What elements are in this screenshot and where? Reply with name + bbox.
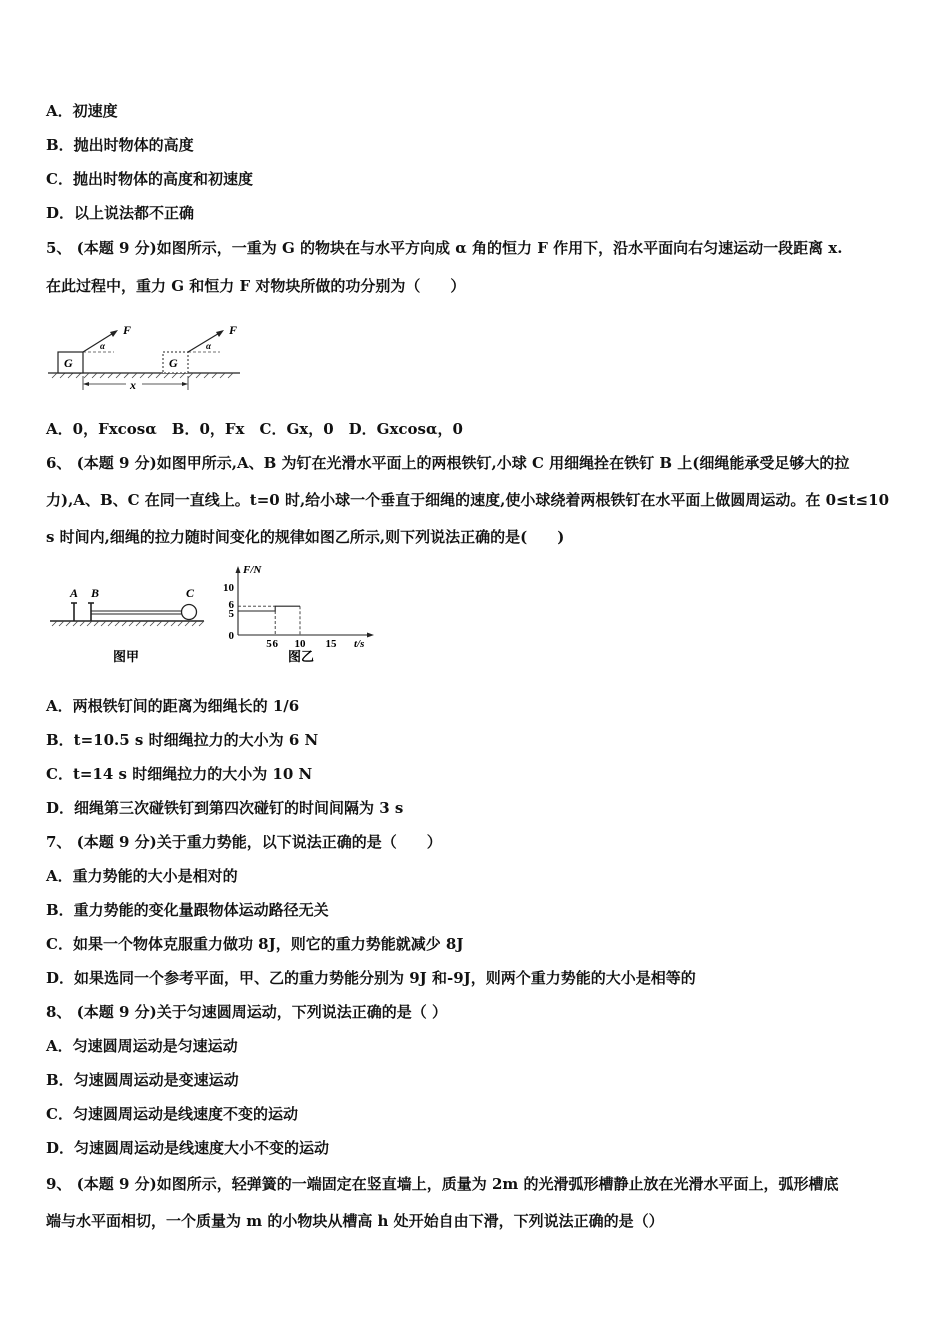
chart-y-axis-arrow	[236, 566, 241, 573]
q7-option-c: C．如果一个物体克服重力做功 8J，则它的重力势能就减少 8J	[46, 935, 464, 953]
q5-options: A．0，Fxcosα B．0，Fx C．Gx，0 D．Gxcosα，0	[46, 420, 463, 438]
q5-stem-line1: 5、 (本题 9 分)如图所示，一重为 G 的物块在与水平方向成 α 角的恒力 F 作用下，沿水平面向右匀速运动一段距离 x.	[46, 239, 843, 257]
q8-option-b: B．匀速圆周运动是变速运动	[46, 1071, 239, 1089]
q6-stem-line2: 力),A、B、C 在同一直线上。t=0 时,给小球一个垂直于细绳的速度,使小球绕着两根铁钉在水平面上做圆周运动。在 0≤t≤10	[46, 491, 890, 509]
q6-option-c: C．t=14 s 时细绳拉力的大小为 10 N	[46, 765, 313, 783]
q6-caption-jia: 图甲	[113, 649, 140, 664]
q9-stem-line1: 9、 (本题 9 分)如图所示，轻弹簧的一端固定在竖直墙上，质量为 2m 的光滑弧形槽静止放在光滑水平面上，弧形槽底	[46, 1175, 839, 1193]
q8-option-d: D．匀速圆周运动是线速度大小不变的运动	[46, 1139, 330, 1157]
q7-option-d: D．如果选同一个参考平面，甲、乙的重力势能分别为 9J 和-9J，则两个重力势能的大小是相等的	[46, 969, 696, 987]
q5-weight-label: G	[64, 356, 73, 370]
q5-angle-label-2: α	[206, 341, 211, 351]
q8-option-c: C．匀速圆周运动是线速度不变的运动	[46, 1105, 298, 1123]
chart-ytick-label: 10	[223, 582, 234, 594]
q9-stem-line2: 端与水平面相切，一个质量为 m 的小物块从槽高 h 处开始自由下滑，下列说法正确的是（）	[46, 1212, 664, 1230]
q5-weight-label-2: G	[169, 356, 178, 370]
q8-option-a: A．匀速圆周运动是匀速运动	[46, 1037, 238, 1055]
q6-label-a: A	[70, 586, 79, 600]
chart-xtick-label: 10	[294, 638, 306, 650]
chart-ytick-label: 5	[228, 608, 234, 620]
chart-ylabel: F/N	[243, 564, 262, 576]
q4-option-c: C．抛出时物体的高度和初速度	[46, 170, 253, 188]
q7-stem: 7、 (本题 9 分)关于重力势能，以下说法正确的是（ ）	[46, 833, 442, 851]
q6-figure-jia	[46, 582, 210, 668]
q6-option-d: D．细绳第三次碰铁钉到第四次碰钉的时间间隔为 3 s	[46, 799, 404, 817]
q5-force-label: F	[123, 323, 132, 337]
chart-xtick-label: 6	[272, 638, 278, 650]
q6-stem-line1: 6、 (本题 9 分)如图甲所示,A、B 为钉在光滑水平面上的两根铁钉,小球 C 用细绳拴在铁钉 B 上(细绳能承受足够大的拉	[46, 454, 850, 472]
q5-angle-label: α	[100, 341, 105, 351]
q4-option-d: D．以上说法都不正确	[46, 204, 195, 222]
chart-ytick-label: 6	[228, 599, 234, 612]
q5-distance-label: x	[130, 378, 136, 392]
q6-label-b: B	[91, 586, 100, 600]
q4-option-a: A．初速度	[46, 102, 118, 120]
q8-stem: 8、 (本题 9 分)关于匀速圆周运动，下列说法正确的是（ ）	[46, 1003, 447, 1021]
q6-stem-line3: s 时间内,细绳的拉力随时间变化的规律如图乙所示,则下列说法正确的是( )	[46, 528, 565, 546]
q6-option-b: B．t=10.5 s 时细绳拉力的大小为 6 N	[46, 731, 319, 749]
q5-figure	[44, 316, 254, 398]
q6-label-c: C	[186, 586, 195, 600]
chart-xtick-label: 5	[266, 638, 272, 650]
chart-xtick-label: 15	[325, 638, 337, 650]
chart-x-axis-arrow	[367, 633, 374, 638]
chart-xlabel: t/s	[354, 638, 365, 650]
q6-figure-yi-chart	[216, 560, 386, 670]
chart-ytick-label: 0	[228, 630, 234, 642]
q5-stem-line2: 在此过程中，重力 G 和恒力 F 对物块所做的功分别为（ ）	[46, 277, 466, 295]
q7-option-a: A．重力势能的大小是相对的	[46, 867, 238, 885]
q4-option-b: B．抛出时物体的高度	[46, 136, 194, 154]
q6-option-a: A．两根铁钉间的距离为细绳长的 1/6	[46, 697, 300, 715]
q5-force-label-2: F	[229, 323, 238, 337]
q7-option-b: B．重力势能的变化量跟物体运动路径无关	[46, 901, 329, 919]
chart-series-line	[238, 606, 300, 611]
q6-caption-yi: 图乙	[288, 649, 315, 664]
